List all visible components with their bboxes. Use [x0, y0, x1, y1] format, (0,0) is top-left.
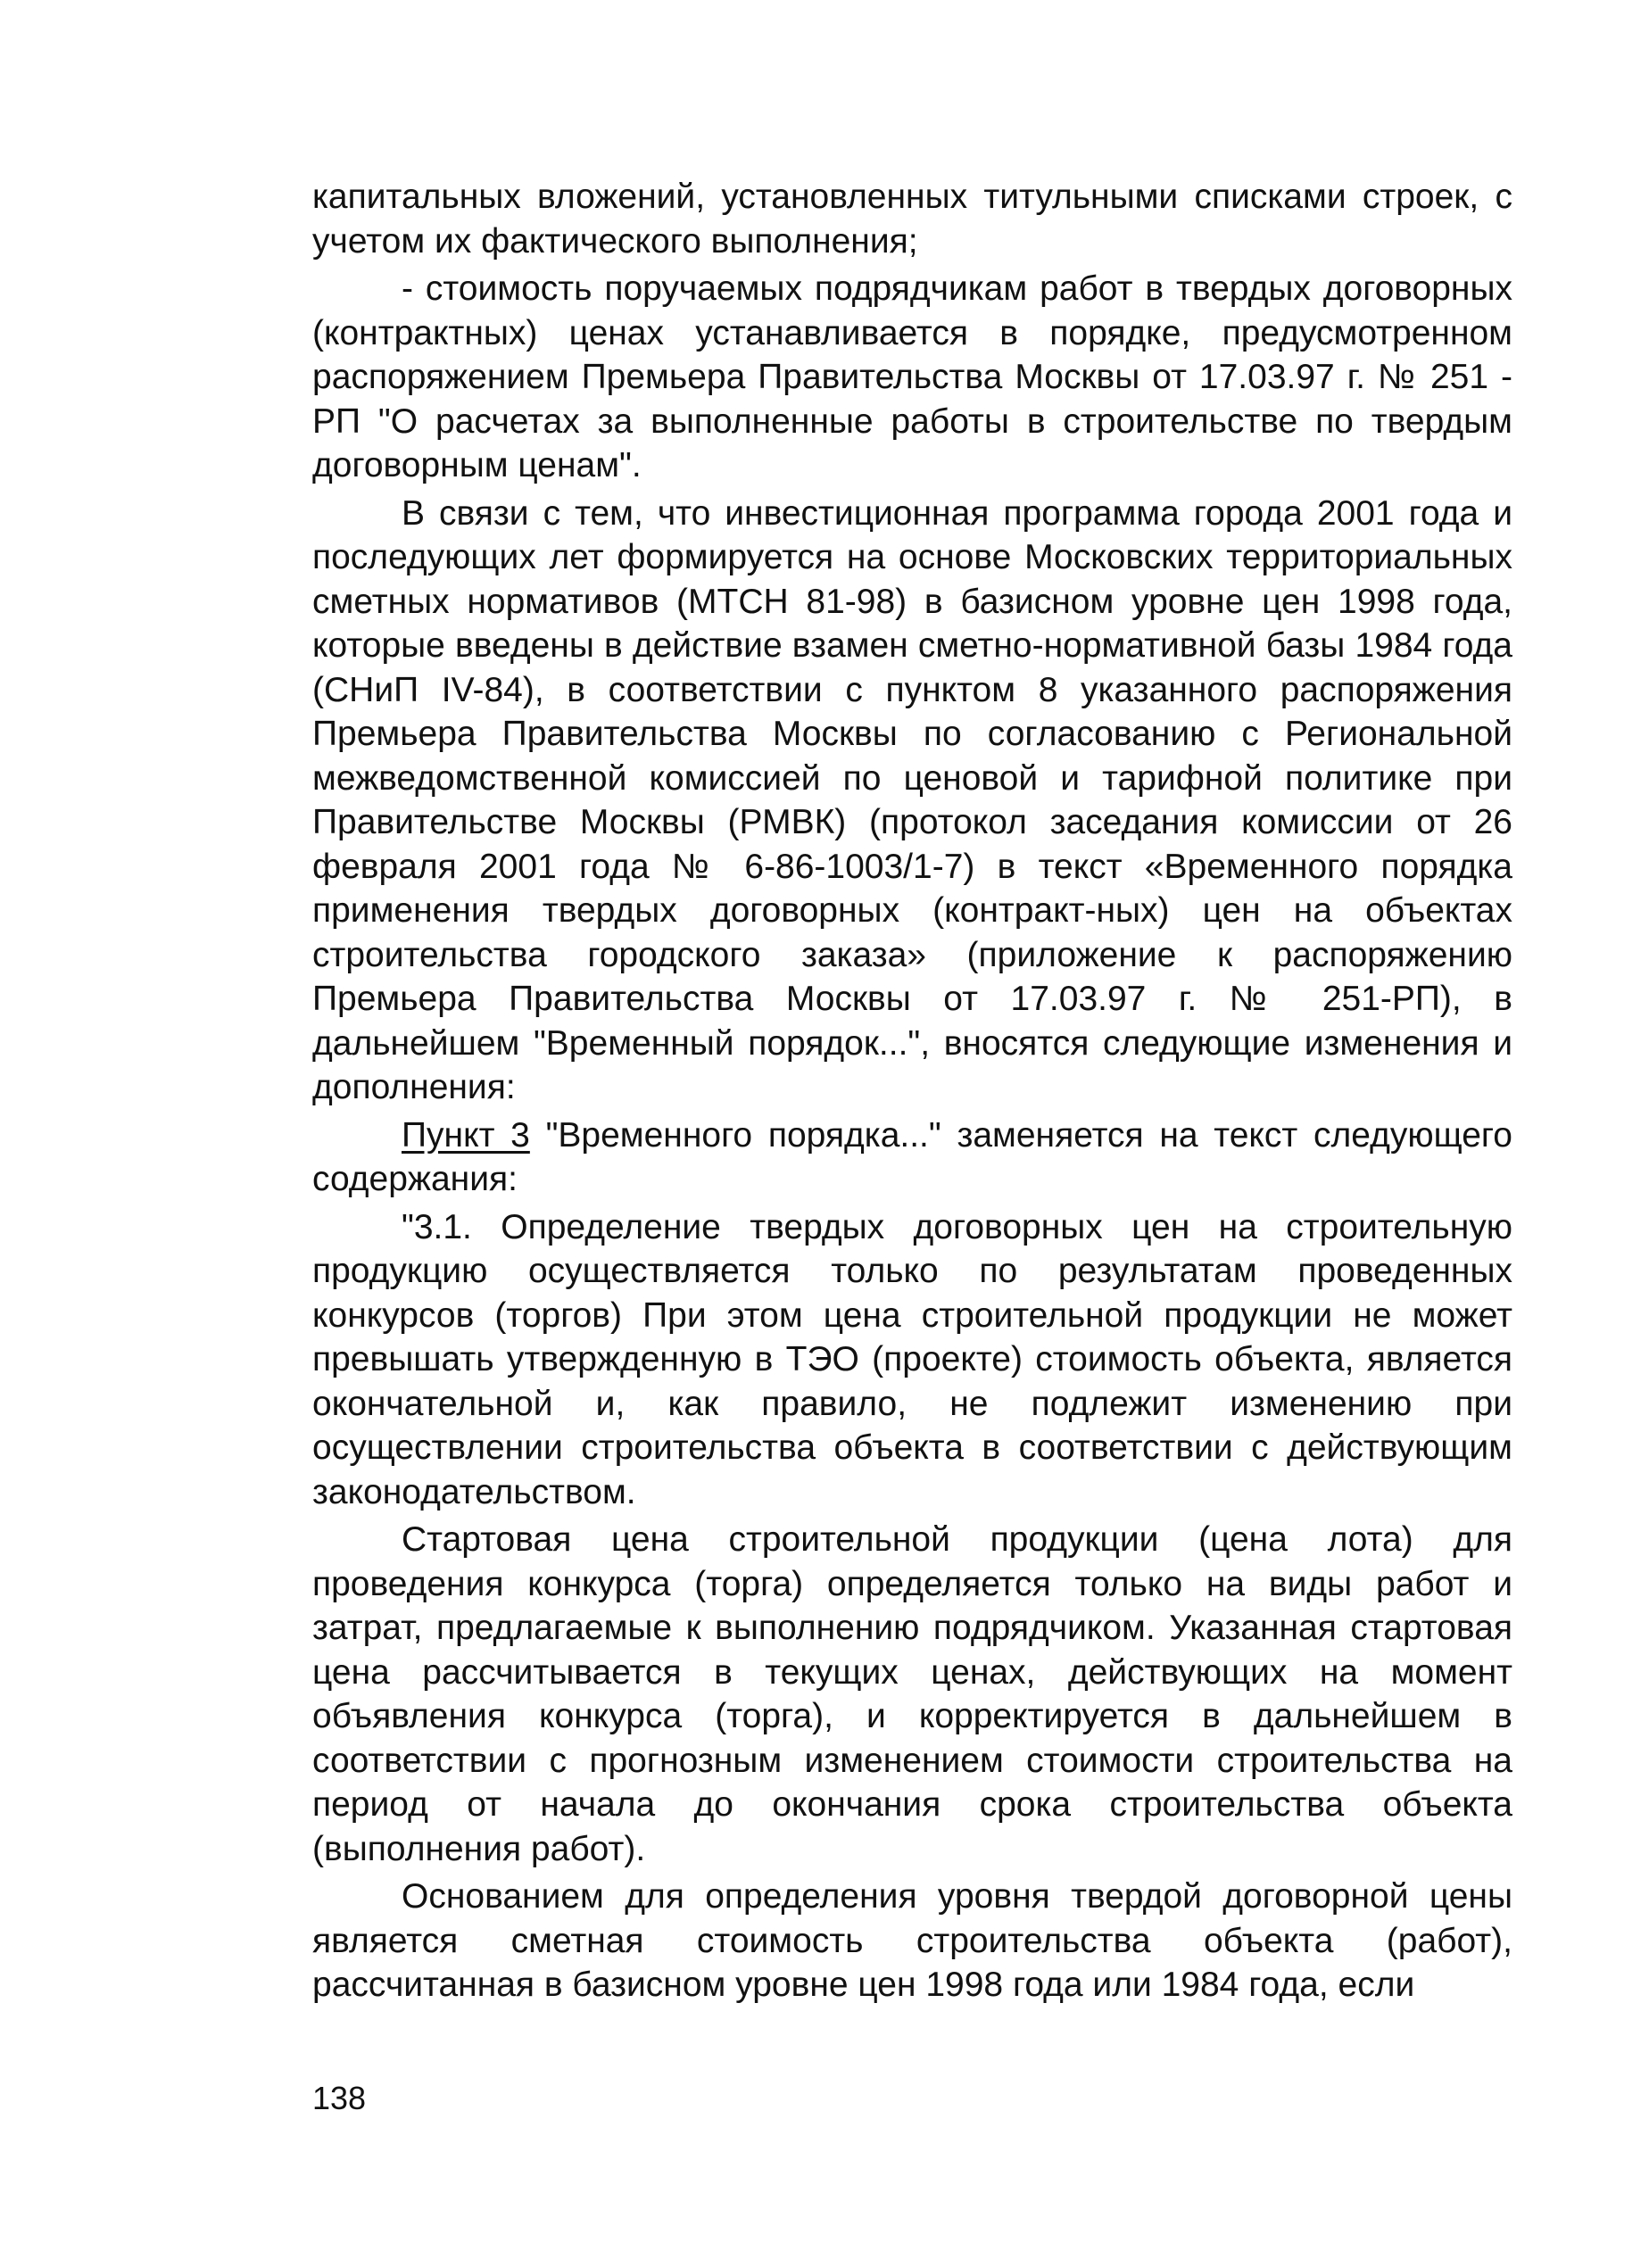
body-text — [312, 175, 1512, 2011]
paragraph-basis: Основанием для определения уровня твердой договорной цены является сметная стоимость строительства объекта (работ), рассчитанная в базисном уровне цен 1998 года или 1984 года, если — [312, 1877, 1512, 2004]
paragraph-starting-price: Стартовая цена строительной продукции (цена лота) для проведения конкурса (торга) определяется только на виды работ и затрат, предлагаемые к выполнению подрядчиком. Указанная стартовая цена рассчитывается в текущих ценах, действующих на момент объявления конкурса (торга), и корректируется в дальнейшем в соответствии с прогнозным изменением стоимости строительства на период от начала до окончания срока строительства объекта (выполнения работ). — [312, 1520, 1512, 1868]
paragraph-continuation: капитальных вложений, установленных титульными списками строек, с учетом их фактического выполнения; — [312, 178, 1512, 261]
paragraph-clause-3 — [312, 1113, 1512, 1202]
clause-reference: Пункт 3 — [402, 1115, 530, 1155]
clause-3-text: "Временного порядка..." заменяется на текст следующего содержания: — [312, 1115, 1512, 1198]
paragraph-investment-program: В связи с тем, что инвестиционная программа города 2001 года и последующих лет формируется на основе Московских территориальных сметных нормативов (МТСН 81-98) в базисном уровне цен 1998 года, которые введены в действие взамен сметно-нормативной базы 1984 года (СНиП IV-84), в соответствии с пунктом 8 указанного распоряжения Премьера Правительства Москвы по согласованию с Региональной межведомственной комиссией по ценовой и тарифной политике при Правительстве Москвы (РМВК) (протокол заседания комиссии от 26 февраля 2001 года № 6-86-1003/1-7) в текст «Временного порядка применения твердых договорных (контракт-ных) цен на объектах строительства городского заказа» (приложение к распоряжению Премьера Правительства Москвы от 17.03.97 г. № 251-РП), в дальнейшем "Временный порядок...", вносятся следующие изменения и дополнения: — [312, 493, 1512, 1106]
paragraph-cost-assignment: - стоимость поручаемых подрядчикам работ в твердых договорных (контрактных) ценах устанавливается в порядке, предусмотренном распоряжением Премьера Правительства Москвы от 17.03.97 г. № 251 - РП "О расчетах за выполненные работы в строительстве по твердым договорным ценам". — [312, 269, 1512, 484]
paragraph-3-1: "3.1. Определение твердых договорных цен на строительную продукцию осуществляется только по результатам проведенных конкурсов (торгов) При этом цена строительной продукции не может превышать утвержденную в ТЭО (проекте) стоимость объекта, является окончательной и, как правило, не подлежит изменению при осуществлении строительства объекта в соответствии с действующим законодательством. — [312, 1207, 1512, 1511]
page-number: 138 — [312, 2080, 367, 2116]
